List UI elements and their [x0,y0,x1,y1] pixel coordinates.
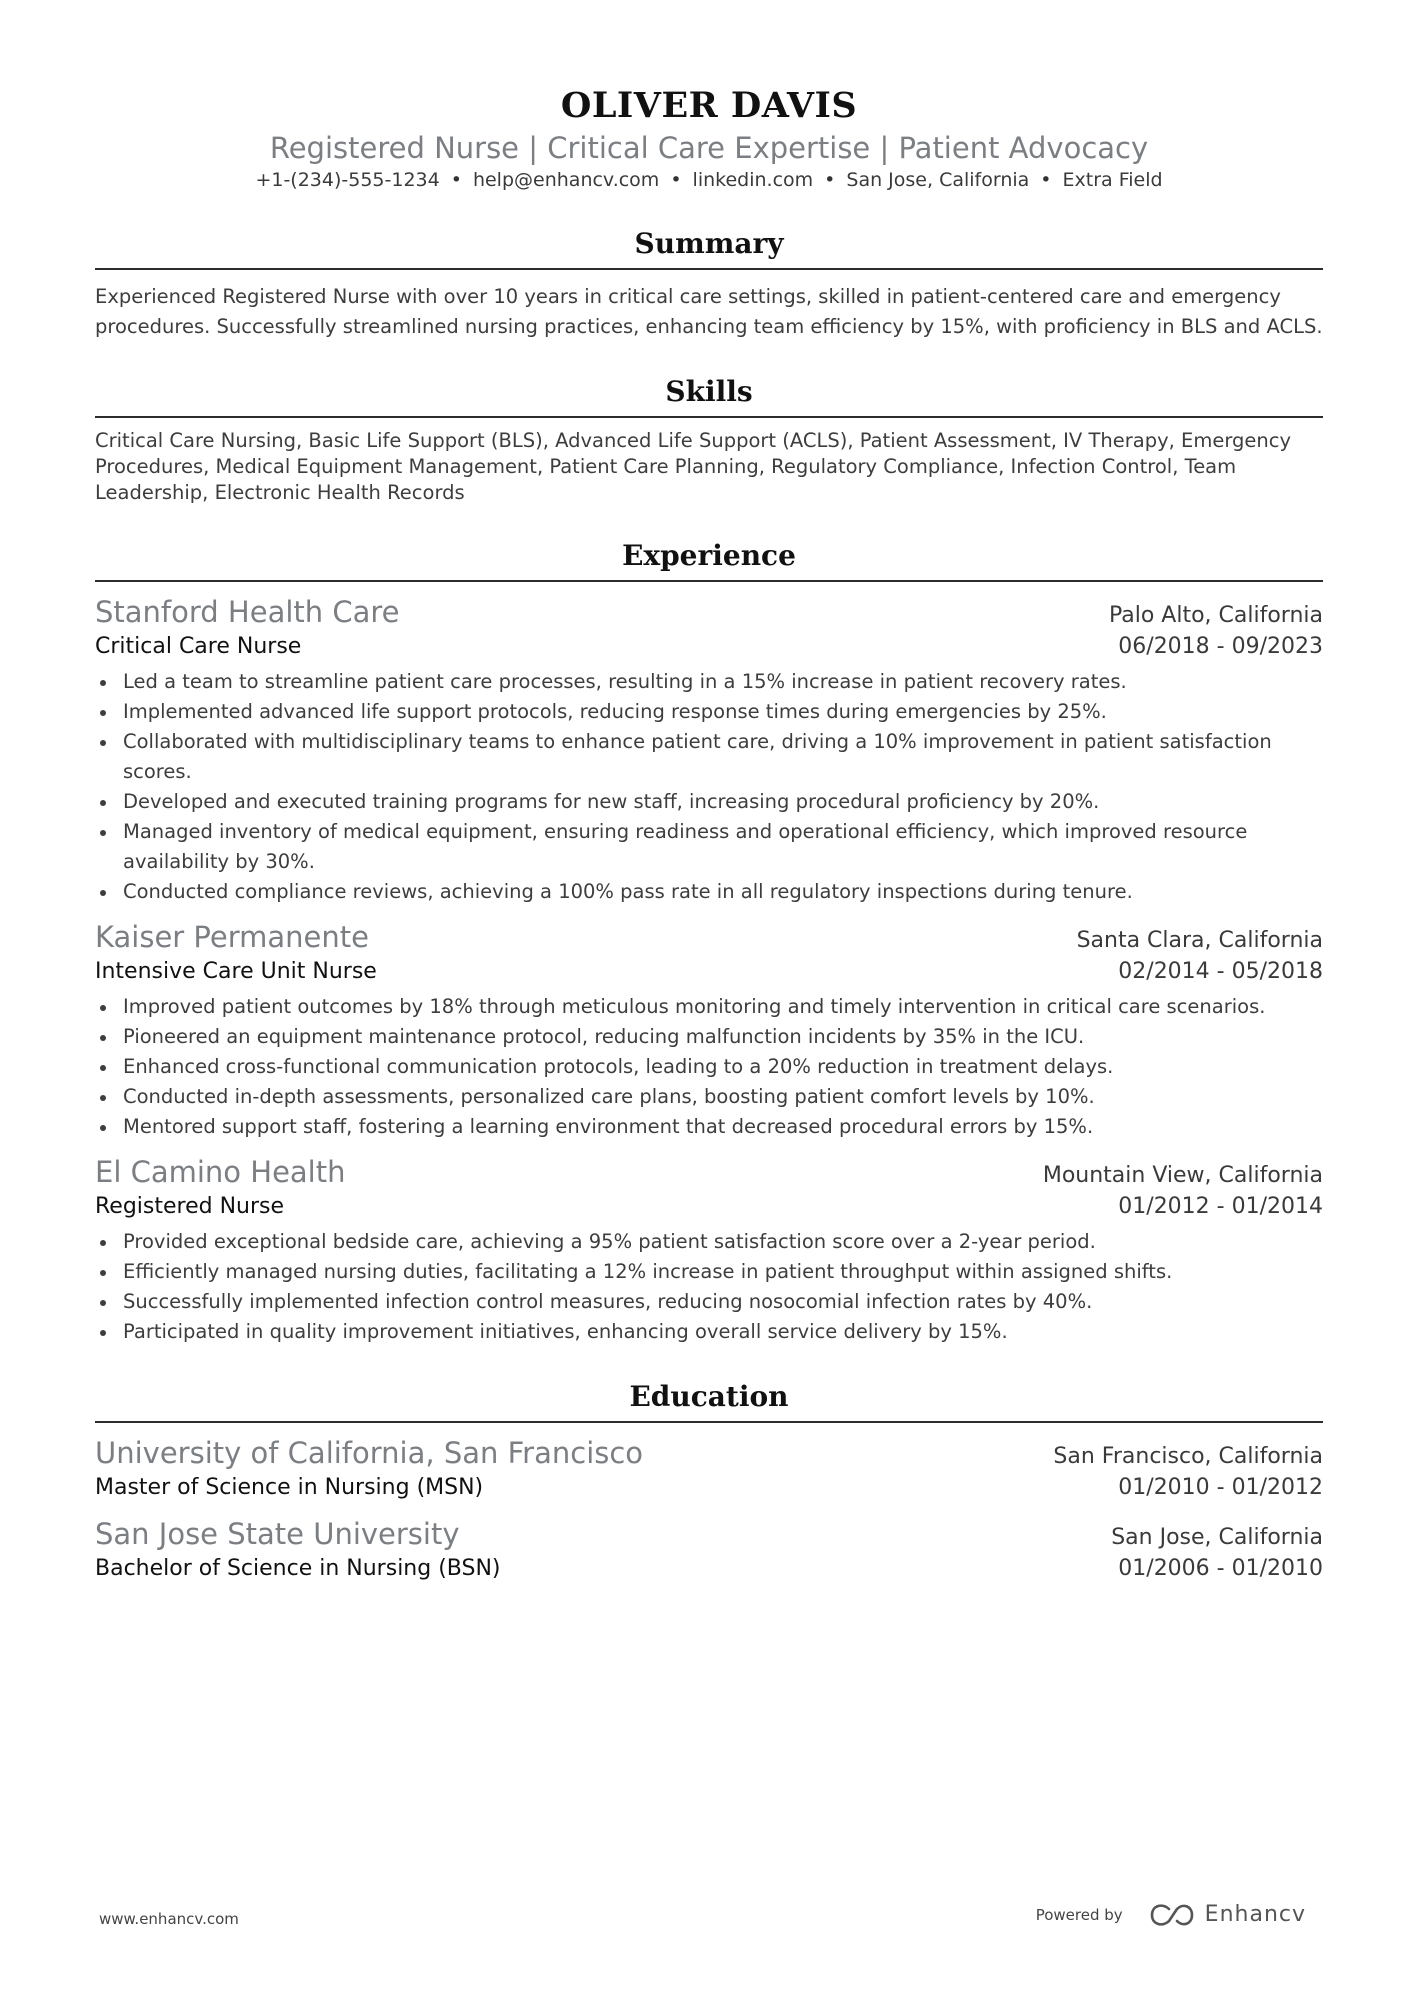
bullet-separator: • [450,169,462,191]
section-divider [95,268,1323,270]
job-dates: 01/2012 - 01/2014 [1118,1194,1323,1219]
achievement-item: Enhanced cross-functional communication protocols, leading to a 20% reduction in treatment delays. [95,1052,1323,1082]
achievement-item: Successfully implemented infection control measures, reducing nosocomial infection rates by 40%. [95,1287,1323,1317]
bullet-separator: • [1040,169,1052,191]
footer-branding [1036,1902,1306,1927]
contact-phone: +1-(234)-555-1234 [255,169,440,191]
section-title-summary: Summary [634,227,784,260]
brand-link[interactable] [1149,1902,1306,1927]
contact-extra: Extra Field [1062,169,1163,191]
resume-page [95,84,1323,1585]
contact-location: San Jose, California [846,169,1030,191]
achievement-item: Implemented advanced life support protocols, reducing response times during emergencies by 25%. [95,697,1323,727]
section-divider [95,1421,1323,1423]
candidate-headline: Registered Nurse | Critical Care Expertise | Patient Advocacy [269,131,1149,165]
bullet-separator: • [670,169,682,191]
section-title-experience: Experience [622,539,796,572]
employer-name: Kaiser Permanente [95,920,369,954]
education-entry [95,1435,1323,1504]
achievement-item: Developed and executed training programs for new staff, increasing procedural proficiency by 20%. [95,787,1323,817]
school-location: San Jose, California [1111,1525,1323,1550]
job-title: Intensive Care Unit Nurse [95,959,377,984]
job-title: Critical Care Nurse [95,634,302,659]
education-section [95,1377,1323,1585]
experience-entry [95,919,1323,1142]
section-divider [95,580,1323,582]
enhancv-logo-icon [1149,1903,1195,1927]
job-dates: 06/2018 - 09/2023 [1118,634,1323,659]
achievement-list [95,992,1323,1142]
job-title: Registered Nurse [95,1194,285,1219]
powered-by-label: Powered by [1035,1905,1123,1924]
bullet-separator: • [824,169,836,191]
achievement-item: Efficiently managed nursing duties, facilitating a 12% increase in patient throughput within assigned shifts. [95,1257,1323,1287]
experience-entry [95,1154,1323,1347]
achievement-item: Mentored support staff, fostering a learning environment that decreased procedural errors by 15%. [95,1112,1323,1142]
skills-text: Critical Care Nursing, Basic Life Support (BLS), Advanced Life Support (ACLS), Patient Assessment, IV Therapy, Emergency Procedures, Medical Equipment Management, Patient Care Planning, Regulatory Compliance, Infection Control, Team Leadership, Electronic Health Records [95,429,1292,504]
achievement-list [95,667,1323,907]
achievement-item: Participated in quality improvement initiatives, enhancing overall service delivery by 15%. [95,1317,1323,1347]
summary-section [95,224,1323,342]
achievement-item: Provided exceptional bedside care, achieving a 95% patient satisfaction score over a 2-year period. [95,1227,1323,1257]
brand-name: Enhancv [1204,1902,1306,1927]
experience-section [95,536,1323,1347]
achievement-item: Improved patient outcomes by 18% through meticulous monitoring and timely intervention in critical care scenarios. [95,992,1323,1022]
education-dates: 01/2010 - 01/2012 [1118,1475,1323,1500]
degree: Bachelor of Science in Nursing (BSN) [95,1556,501,1581]
job-location: Palo Alto, California [1108,603,1323,628]
school-name: University of California, San Francisco [95,1436,644,1470]
skills-section [95,372,1323,506]
candidate-name: OLIVER DAVIS [560,85,858,126]
section-title-skills: Skills [665,375,753,408]
section-divider [95,416,1323,418]
achievement-list [95,1227,1323,1347]
employer-name: Stanford Health Care [95,595,400,629]
contact-linkedin[interactable]: linkedin.com [692,169,814,191]
achievement-item: Pioneered an equipment maintenance protocol, reducing malfunction incidents by 35% in the ICU. [95,1022,1323,1052]
achievement-item: Conducted compliance reviews, achieving a 100% pass rate in all regulatory inspections during tenure. [95,877,1323,907]
section-title-education: Education [629,1380,789,1413]
experience-entry [95,594,1323,907]
school-location: San Francisco, California [1053,1444,1323,1469]
achievement-item: Collaborated with multidisciplinary teams to enhance patient care, driving a 10% improvement in patient satisfaction scores. [95,727,1323,787]
achievement-item: Led a team to streamline patient care processes, resulting in a 15% increase in patient recovery rates. [95,667,1323,697]
job-location: Mountain View, California [1042,1163,1323,1188]
achievement-item: Conducted in-depth assessments, personalized care plans, boosting patient comfort levels by 10%. [95,1082,1323,1112]
summary-text: Experienced Registered Nurse with over 10 years in critical care settings, skilled in patient-centered care and emergency procedures. Successfully streamlined nursing practices, enhancing team efficiency by 15%, with proficiency in BLS and ACLS. [95,285,1323,338]
degree: Master of Science in Nursing (MSN) [95,1475,484,1500]
job-location: Santa Clara, California [1076,928,1323,953]
contact-email[interactable]: help@enhancv.com [472,169,660,191]
contact-line [95,166,1323,194]
education-dates: 01/2006 - 01/2010 [1118,1556,1323,1581]
education-entry [95,1516,1323,1585]
employer-name: El Camino Health [95,1155,346,1189]
footer-website[interactable]: www.enhancv.com [99,1910,239,1928]
achievement-item: Managed inventory of medical equipment, ensuring readiness and operational efficiency, which improved resource availability by 30%. [95,817,1323,877]
job-dates: 02/2014 - 05/2018 [1118,959,1323,984]
school-name: San Jose State University [95,1517,460,1551]
